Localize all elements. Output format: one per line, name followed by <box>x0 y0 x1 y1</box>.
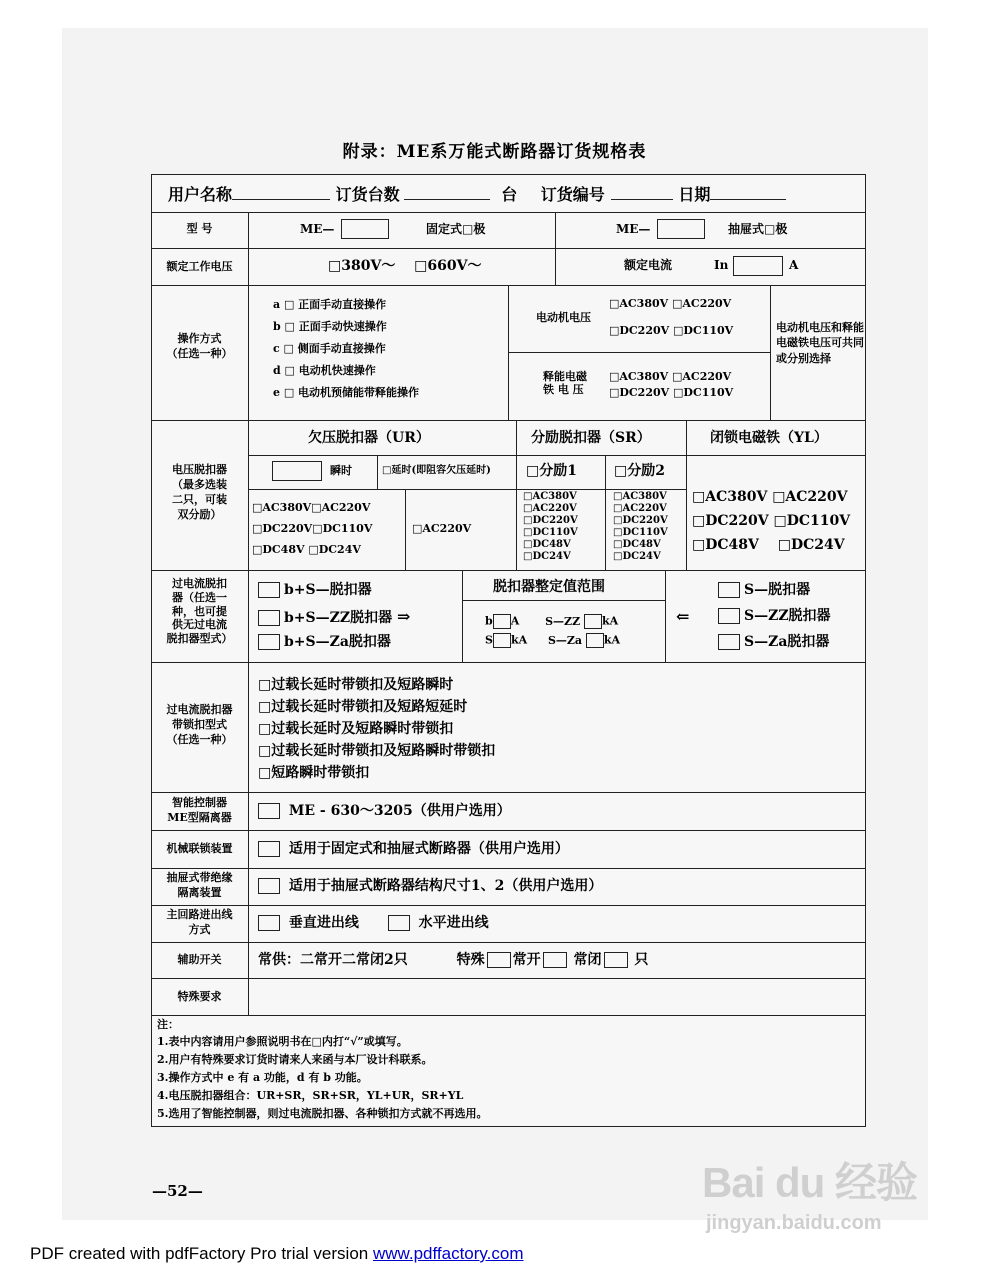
range-unit: kA <box>603 633 621 647</box>
option-label: S—Za脱扣器 <box>744 634 830 650</box>
range-b: b <box>485 614 493 628</box>
checkbox[interactable] <box>258 634 280 650</box>
isolation-label: 抽屉式带绝缘 隔离装置 <box>166 871 233 899</box>
operation-item[interactable]: d □ 电动机快速操作 <box>273 364 376 377</box>
range-s: S <box>485 633 493 647</box>
row-divider <box>151 570 866 571</box>
delay-option[interactable]: □延时(即阻容欠压延时) <box>382 465 491 476</box>
aux-standard: 常供：二常开二常闭2只 <box>258 952 408 968</box>
qty-blank[interactable] <box>404 187 490 200</box>
option-label: 适用于固定式和抽屉式断路器（供用户选用） <box>288 841 569 857</box>
aux-switch-label: 辅助开关 <box>177 953 222 966</box>
motor-voltage-ac[interactable]: □AC380V □AC220V <box>609 297 732 310</box>
row-divider <box>151 830 866 831</box>
row-divider <box>151 1015 866 1016</box>
cell-divider <box>405 489 406 570</box>
option-label: S—ZZ脱扣器 <box>744 608 831 624</box>
draw-prefix: ME— <box>616 222 651 236</box>
aux-unit: 只 <box>634 952 649 968</box>
instant-input[interactable] <box>272 461 322 481</box>
row-divider <box>151 662 866 663</box>
motor-voltage-label: 电动机电压 <box>536 311 591 324</box>
voltage-options[interactable]: □380V～ □660V～ <box>328 258 482 274</box>
row-divider <box>151 905 866 906</box>
motor-voltage-dc[interactable]: □DC220V □DC110V <box>609 324 734 337</box>
pdffactory-link[interactable]: www.pdffactory.com <box>372 1244 524 1263</box>
operation-item[interactable]: c □ 侧面手动直接操作 <box>273 342 386 355</box>
baidu-watermark-url: jingyan.baidu.com <box>706 1212 882 1234</box>
s-value-input[interactable] <box>493 633 511 648</box>
sr1-voltage-options[interactable]: □AC380V □AC220V □DC220V □DC110V □DC48V □DC24V <box>523 491 578 562</box>
fixed-prefix: ME— <box>300 222 335 236</box>
left-option-3[interactable] <box>258 634 391 650</box>
cell-divider <box>508 352 770 353</box>
option-label: b+S—ZZ脱扣器 <box>284 610 393 626</box>
ur-ac220-option[interactable]: □AC220V <box>412 522 472 535</box>
cell-divider <box>508 285 509 420</box>
cell-divider <box>462 570 463 662</box>
rated-voltage-label: 额定工作电压 <box>166 260 233 273</box>
range-row-2 <box>485 633 620 648</box>
model-label: 型 号 <box>186 222 213 235</box>
page-number: —52— <box>152 1182 203 1200</box>
controller-label: 智能控制器 ME型隔离器 <box>167 796 232 824</box>
lock-option[interactable]: □过载长延时带锁扣及短路短延时 <box>258 699 468 715</box>
range-sza: S—Za <box>547 633 583 647</box>
ur-header: 欠压脱扣器（UR） <box>308 430 430 446</box>
lock-option[interactable]: □短路瞬时带锁扣 <box>258 765 370 781</box>
arrow-left-icon: ⇐ <box>676 607 690 626</box>
sr2-voltage-options[interactable]: □AC380V □AC220V □DC220V □DC110V □DC48V □DC24V <box>613 491 668 562</box>
lock-option[interactable]: □过载长延时带锁扣及短路瞬时 <box>258 677 454 693</box>
cell-divider <box>686 420 687 570</box>
option-label: b+S—Za脱扣器 <box>284 634 391 650</box>
lock-option[interactable]: □过载长延时带锁扣及短路瞬时带锁扣 <box>258 743 496 759</box>
operation-item[interactable]: a □ 正面手动直接操作 <box>273 298 387 311</box>
draw-poles: 抽屉式□极 <box>728 222 788 236</box>
option-label: S—脱扣器 <box>744 582 811 598</box>
nc-count-input[interactable] <box>604 952 628 968</box>
rated-current-input[interactable] <box>733 256 783 276</box>
checkbox[interactable] <box>388 915 410 931</box>
range-title: 脱扣器整定值范围 <box>493 579 605 595</box>
special-requirements-label: 特殊要求 <box>177 990 222 1003</box>
szz-value-input[interactable] <box>584 614 602 629</box>
header-fields <box>168 186 786 204</box>
order-no-label: 订货编号 <box>540 185 605 204</box>
controller-option[interactable] <box>258 803 511 819</box>
special-count-input[interactable] <box>487 952 511 968</box>
right-option-2[interactable] <box>718 608 831 624</box>
vertical-label: 垂直进出线 <box>288 915 359 931</box>
right-option-3[interactable] <box>718 634 829 650</box>
cell-divider <box>770 285 771 420</box>
range-row-1 <box>485 614 618 629</box>
lock-type-label: 过电流脱扣器 带锁扣型式 （任选一种） <box>166 703 233 746</box>
unit-label: 台 <box>501 185 518 204</box>
operation-note: 电动机电压和释能电磁铁电压可共同或分别选择 <box>776 321 864 365</box>
arrow-right-icon: ⇒ <box>396 607 411 626</box>
checkbox[interactable] <box>258 803 280 819</box>
checkbox[interactable] <box>258 841 280 857</box>
fixed-model-input[interactable] <box>341 219 389 239</box>
operation-item[interactable]: b □ 正面手动快速操作 <box>273 320 387 333</box>
left-option-1[interactable] <box>258 582 372 598</box>
note-item: 1.表中内容请用户参照说明书在□内打“√”或填写。 <box>157 1035 408 1048</box>
isolation-option[interactable] <box>258 878 602 894</box>
release-voltage-dc[interactable]: □DC220V □DC110V <box>609 386 734 399</box>
label-column-divider <box>248 212 249 1015</box>
checkbox[interactable] <box>258 915 280 931</box>
interlock-label: 机械联锁装置 <box>166 842 233 855</box>
yl-voltage-options[interactable]: □AC380V □AC220V □DC220V □DC110V □DC48V □DC24V <box>692 489 851 553</box>
baidu-watermark-logo: Bai du 经验 <box>702 1159 918 1206</box>
aux-options <box>258 952 648 968</box>
row-divider <box>151 978 866 979</box>
release-magnet-label: 释能电磁 铁 电 压 <box>543 370 587 396</box>
row-divider <box>151 212 866 213</box>
cell-divider <box>377 455 378 489</box>
lock-option[interactable]: □过载长延时及短路瞬时带锁扣 <box>258 721 454 737</box>
checkbox[interactable] <box>258 582 280 598</box>
checkbox[interactable] <box>718 634 740 650</box>
overcurrent-label: 过电流脱扣 器（任选一 种，也可提 供无过电流 脱扣器型式） <box>166 577 233 645</box>
range-szz: S—ZZ <box>545 614 581 628</box>
footer-text: PDF created with pdfFactory Pro trial version <box>30 1244 373 1263</box>
cell-divider <box>555 212 556 285</box>
no-count-input[interactable] <box>543 952 567 968</box>
shunt-1-option[interactable]: □分励1 <box>526 463 577 479</box>
aux-nc: 常闭 <box>573 952 602 968</box>
notes-title: 注： <box>157 1018 179 1031</box>
note-item: 5.选用了智能控制器，则过电流脱扣器、各种锁扣方式就不再选用。 <box>157 1107 488 1120</box>
in-label: In <box>714 258 729 272</box>
qty-label: 订货台数 <box>335 185 400 204</box>
row-divider <box>151 248 866 249</box>
pdf-footer <box>30 1244 524 1264</box>
checkbox[interactable] <box>258 878 280 894</box>
horizontal-label: 水平进出线 <box>418 915 489 931</box>
b-value-input[interactable] <box>493 614 511 629</box>
range-unit: kA <box>510 633 528 647</box>
fixed-poles: 固定式□极 <box>426 222 486 236</box>
cell-divider <box>665 570 666 662</box>
cell-divider <box>248 455 866 456</box>
wiring-label: 主回路进出线 方式 <box>166 908 233 936</box>
rated-current-label: 额定电流 <box>624 258 673 272</box>
note-item: 3.操作方式中 e 有 a 功能，d 有 b 功能。 <box>157 1071 368 1084</box>
user-name-blank[interactable] <box>232 187 330 200</box>
sr-header: 分励脱扣器（SR） <box>531 430 651 446</box>
draw-model-input[interactable] <box>657 219 705 239</box>
left-option-2[interactable] <box>258 608 410 626</box>
user-name-label: 用户名称 <box>168 185 233 204</box>
right-option-1[interactable] <box>718 582 810 598</box>
option-label: b+S—脱扣器 <box>284 582 372 598</box>
page-title: 附录：ME系万能式断路器订货规格表 <box>342 142 647 162</box>
special-requirements-field[interactable] <box>250 980 864 1013</box>
cell-divider <box>516 420 517 570</box>
yl-header: 闭锁电磁铁（YL） <box>710 430 828 446</box>
operation-item[interactable]: e □ 电动机预储能带释能操作 <box>273 386 420 399</box>
date-blank[interactable] <box>710 187 786 200</box>
order-no-blank[interactable] <box>611 187 673 200</box>
checkbox[interactable] <box>258 610 280 626</box>
aux-no: 常开 <box>512 952 541 968</box>
option-label: 适用于抽屉式断路器结构尺寸1、2（供用户选用） <box>288 878 603 894</box>
row-divider <box>151 792 866 793</box>
range-unit: kA <box>601 614 619 628</box>
wiring-options[interactable] <box>258 915 489 931</box>
cell-divider <box>248 489 686 490</box>
amp-label: A <box>789 258 799 272</box>
interlock-option[interactable] <box>258 841 569 857</box>
instant-label: 瞬时 <box>330 464 352 477</box>
release-voltage-ac[interactable]: □AC380V □AC220V <box>609 370 732 383</box>
note-item: 4.电压脱扣器组合：UR+SR，SR+SR，YL+UR，SR+YL <box>157 1089 464 1102</box>
ur-voltage-options[interactable]: □AC380V□AC220V □DC220V□DC110V □DC48V □DC24V <box>252 501 373 556</box>
date-label: 日期 <box>678 185 711 204</box>
sza-value-input[interactable] <box>586 633 604 648</box>
cell-divider <box>462 600 665 601</box>
row-divider <box>151 868 866 869</box>
checkbox[interactable] <box>718 582 740 598</box>
cell-divider <box>605 455 606 570</box>
operation-label: 操作方式 （任选一种） <box>166 332 233 360</box>
option-label: ME - 630～3205（供用户选用） <box>288 803 511 819</box>
aux-special: 特殊 <box>456 952 485 968</box>
shunt-2-option[interactable]: □分励2 <box>614 463 665 479</box>
note-item: 2.用户有特殊要求订货时请来人来函与本厂设计科联系。 <box>157 1053 433 1066</box>
range-unit: A <box>510 614 520 628</box>
voltage-release-label: 电压脱扣器 （最多选装 二只，可装 双分励） <box>172 463 227 521</box>
row-divider <box>151 420 866 421</box>
row-divider <box>151 942 866 943</box>
checkbox[interactable] <box>718 608 740 624</box>
